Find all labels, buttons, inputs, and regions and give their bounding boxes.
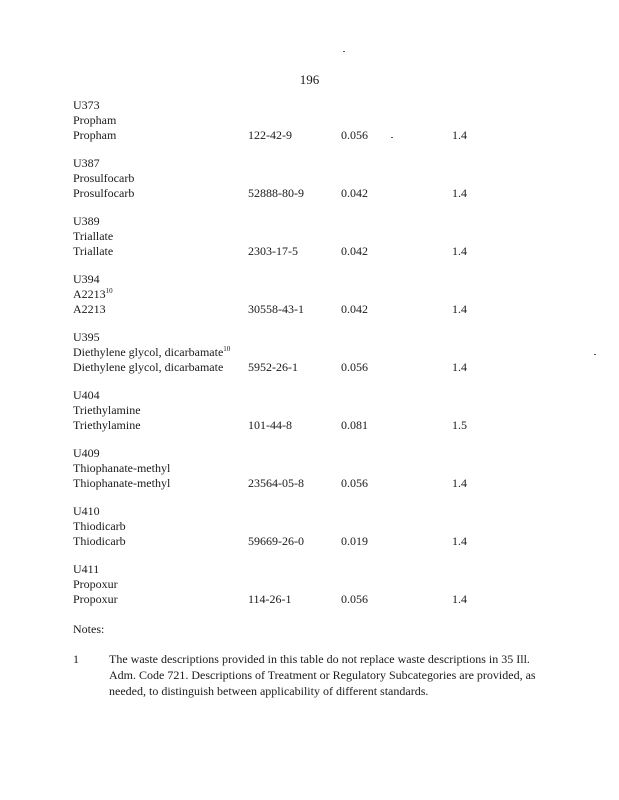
common-name [73,171,134,186]
waste-code: U410 [73,504,100,518]
wastewater-standard: 0.019 [341,534,368,548]
wastewater-standard: 0.056 [341,592,368,606]
note-text: The waste descriptions provided in this table do not replace waste descriptions in 35 Ill. Adm. Code 721. Descriptions of Treatment or Regulatory Subcategories are provided, as needed, to distinguish between applicability of different standards. [109,652,536,698]
waste-code-line [73,330,573,345]
waste-code-line [73,504,573,519]
constituent-row [73,244,573,259]
nonwastewater-standard: 1.4 [452,360,467,374]
cas-number: 5952-26-1 [248,360,298,374]
waste-entry [73,504,573,562]
waste-entry [73,156,573,214]
constituent-row [73,418,573,433]
common-name-text: Propham [73,113,117,127]
common-name-text: Triallate [73,229,114,243]
waste-table [73,98,573,620]
constituent-name: Diethylene glycol, dicarbamate [73,360,224,374]
constituent-name: Propham [73,128,117,142]
common-name-text: Propoxur [73,577,118,591]
common-name [73,345,230,360]
cas-number: 23564-05-8 [248,476,304,490]
common-name-line [73,229,573,244]
wastewater-standard: 0.042 [341,302,368,316]
nonwastewater-standard: 1.4 [452,476,467,490]
common-name [73,403,141,418]
common-name [73,229,113,244]
common-name-line [73,577,573,592]
waste-entry [73,98,573,156]
common-name-line [73,287,573,302]
scan-speck [594,354,596,355]
constituent-row [73,534,573,549]
common-name [73,577,118,592]
common-name-text: Thiodicarb [73,519,126,533]
waste-entry [73,562,573,620]
constituent-name: A2213 [73,302,106,316]
waste-entry [73,446,573,504]
footnote-marker: 10 [223,345,231,353]
wastewater-standard: 0.042 [341,244,368,258]
waste-code: U404 [73,388,100,402]
waste-code: U389 [73,214,100,228]
nonwastewater-standard: 1.4 [452,186,467,200]
scan-speck [391,137,393,138]
nonwastewater-standard: 1.4 [452,534,467,548]
nonwastewater-standard: 1.4 [452,302,467,316]
cas-number: 30558-43-1 [248,302,304,316]
common-name-text: Triethylamine [73,403,141,417]
common-name-text: Thiophanate-methyl [73,461,171,475]
common-name [73,113,116,128]
waste-entry [73,330,573,388]
nonwastewater-standard: 1.4 [452,592,467,606]
waste-code-line [73,98,573,113]
constituent-name: Thiophanate-methyl [73,476,171,490]
waste-code: U387 [73,156,100,170]
waste-code: U373 [73,98,100,112]
footnote-marker: 10 [105,287,113,295]
constituent-row [73,302,573,317]
common-name-text: Diethylene glycol, dicarbamate [73,345,224,359]
waste-entry [73,214,573,272]
notes-label: Notes: [73,622,105,636]
waste-code-line [73,562,573,577]
page-number: 196 [299,72,320,87]
waste-code: U411 [73,562,100,576]
wastewater-standard: 0.042 [341,186,368,200]
constituent-name: Thiodicarb [73,534,126,548]
note-number: 1 [73,652,79,666]
waste-code-line [73,214,573,229]
common-name [73,287,113,302]
common-name [73,519,126,534]
constituent-row [73,476,573,491]
cas-number: 114-26-1 [248,592,292,606]
common-name [73,461,170,476]
waste-code: U395 [73,330,100,344]
constituent-name: Triethylamine [73,418,141,432]
common-name-line [73,461,573,476]
common-name-line [73,171,573,186]
wastewater-standard: 0.056 [341,476,368,490]
wastewater-standard: 0.056 [341,360,368,374]
waste-code: U409 [73,446,100,460]
constituent-row [73,360,573,375]
constituent-row [73,128,573,143]
common-name-text: A2213 [73,287,106,301]
common-name-line [73,113,573,128]
waste-code: U394 [73,272,100,286]
constituent-name: Propoxur [73,592,118,606]
common-name-line [73,345,573,360]
nonwastewater-standard: 1.5 [452,418,467,432]
waste-code-line [73,388,573,403]
scan-speck [343,51,345,52]
cas-number: 101-44-8 [248,418,292,432]
waste-entry [73,272,573,330]
common-name-line [73,403,573,418]
wastewater-standard: 0.081 [341,418,368,432]
common-name-text: Prosulfocarb [73,171,135,185]
waste-code-line [73,272,573,287]
waste-entry [73,388,573,446]
cas-number: 52888-80-9 [248,186,304,200]
cas-number: 122-42-9 [248,128,292,142]
constituent-name: Prosulfocarb [73,186,135,200]
cas-number: 59669-26-0 [248,534,304,548]
nonwastewater-standard: 1.4 [452,244,467,258]
waste-code-line [73,156,573,171]
constituent-row [73,592,573,607]
common-name-line [73,519,573,534]
cas-number: 2303-17-5 [248,244,298,258]
constituent-name: Triallate [73,244,114,258]
wastewater-standard: 0.056 [341,128,368,142]
constituent-row [73,186,573,201]
nonwastewater-standard: 1.4 [452,128,467,142]
waste-code-line [73,446,573,461]
